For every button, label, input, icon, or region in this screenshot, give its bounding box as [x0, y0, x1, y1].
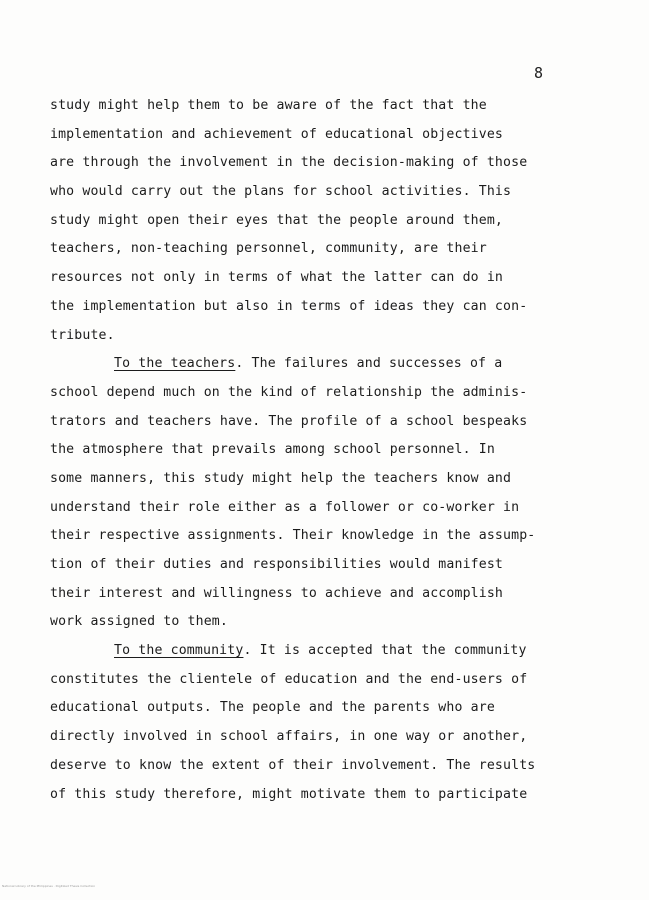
text-line: tion of their duties and responsibilities would manifest — [50, 557, 504, 572]
scan-footer-note: National Library of the Philippines · Digitized Thesis Collection — [2, 884, 96, 888]
body-text — [50, 92, 580, 809]
text-line: deserve to know the extent of their involvement. The results — [50, 757, 536, 773]
paragraph-first-line — [50, 350, 580, 379]
paragraph-first-line — [50, 637, 580, 666]
text-line: study might open their eyes that the people around them, — [50, 212, 504, 228]
text-line: tribute. — [50, 327, 115, 343]
section-heading-community: To the community — [114, 643, 244, 659]
page-number: 8 — [534, 64, 544, 82]
text-line: who would carry out the plans for school activities. This — [50, 184, 512, 200]
text-line: study might help them to be aware of the fact that the — [50, 98, 487, 113]
text-line: some manners, this study might help the teachers know and — [50, 470, 512, 486]
text-line: work assigned to them. — [50, 614, 228, 630]
text-line: implementation and achievement of educational objectives — [50, 126, 504, 142]
text-line: educational outputs. The people and the parents who are — [50, 700, 495, 716]
text-run: . It is accepted that the community — [243, 643, 527, 659]
text-line: their interest and willingness to achieve and accomplish — [50, 585, 504, 601]
text-line: directly involved in school affairs, in one way or another, — [50, 729, 528, 745]
text-line: resources not only in terms of what the latter can do in — [50, 270, 504, 286]
text-line: the atmosphere that prevails among school personnel. In — [50, 442, 495, 458]
text-line: school depend much on the kind of relationship the adminis- — [50, 384, 528, 400]
text-line: understand their role either as a follower or co-worker in — [50, 499, 520, 515]
text-line: teachers, non-teaching personnel, community, are their — [50, 241, 487, 257]
text-line: trators and teachers have. The profile of a school bespeaks — [50, 413, 528, 429]
section-heading-teachers: To the teachers — [114, 356, 236, 372]
text-line: the implementation but also in terms of ideas they can con- — [50, 298, 528, 314]
text-run: . The failures and successes of a — [235, 356, 503, 372]
text-line: constitutes the clientele of education and the end-users of — [50, 671, 528, 687]
text-line: of this study therefore, might motivate them to participate — [50, 786, 528, 802]
text-line: their respective assignments. Their knowledge in the assump- — [50, 528, 536, 544]
text-line: are through the involvement in the decision-making of those — [50, 155, 528, 171]
